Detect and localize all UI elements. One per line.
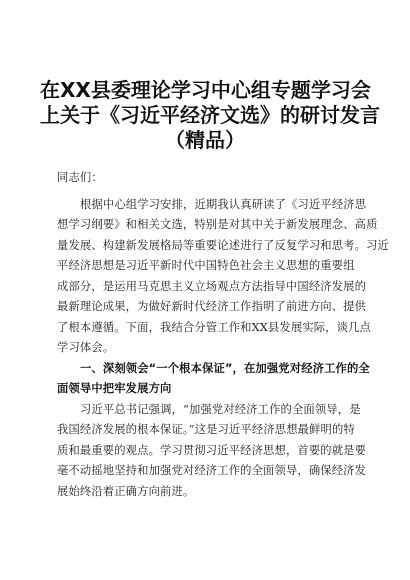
paragraph-line: 想学习纲要》和相关文选，特别是对其中关于新发展理念、高质 [57, 218, 378, 231]
heading-line: 一、深刻领会“一个根本保证”，在加强党对经济工作的全 [80, 361, 370, 375]
paragraph-line: 毫不动摇地坚持和加强党对经济工作的全面领导，确保经济发 [57, 464, 367, 477]
paragraph-intro [57, 195, 389, 359]
section-heading [57, 359, 370, 400]
paragraph-line: 最新理论成果，为做好新时代经济工作指明了前进方向、提供 [57, 300, 367, 313]
title-line: （精品） [165, 128, 245, 152]
paragraph-line: 习近平总书记强调，“加强党对经济工作的全面领导，是 [80, 402, 361, 416]
paragraph-line: 展始终沿着正确方向前进。 [57, 484, 195, 498]
paragraph-line: 质和最重要的观点。学习贯彻习近平经济思想，首要的就是要 [57, 443, 367, 457]
document-title [40, 78, 380, 153]
heading-line: 面领导中把牢发展方向 [57, 382, 172, 395]
salutation: 同志们： [57, 171, 103, 184]
paragraph-line: 我国经济发展的根本保证。”这是习近平经济思想最鲜明的特 [57, 423, 355, 436]
paragraph-line: 了根本遵循。下面，我结合分管工作和XX县发展实际，谈几点 [57, 320, 372, 334]
paragraph-line: 量发展、构建新发展格局等重要论述进行了反复学习和思考。习近 [57, 238, 389, 252]
paragraph-line: 平经济思想是习近平新时代中国特色社会主义思想的重要组 [57, 259, 355, 272]
title-line: 上关于《习近平经济文选》的研讨发言 [40, 103, 380, 127]
paragraph-line: 根据中心组学习安排，近期我认真研读了《习近平经济思 [80, 197, 367, 211]
paragraph-section-1 [57, 400, 367, 503]
paragraph-line: 成部分，是运用马克思主义立场观点方法指导中国经济发展的 [57, 279, 367, 293]
document-body [57, 168, 389, 502]
paragraph-line: 学习体会。 [57, 341, 115, 354]
title-line: 在XX县委理论学习中心组专题学习会 [40, 78, 371, 102]
